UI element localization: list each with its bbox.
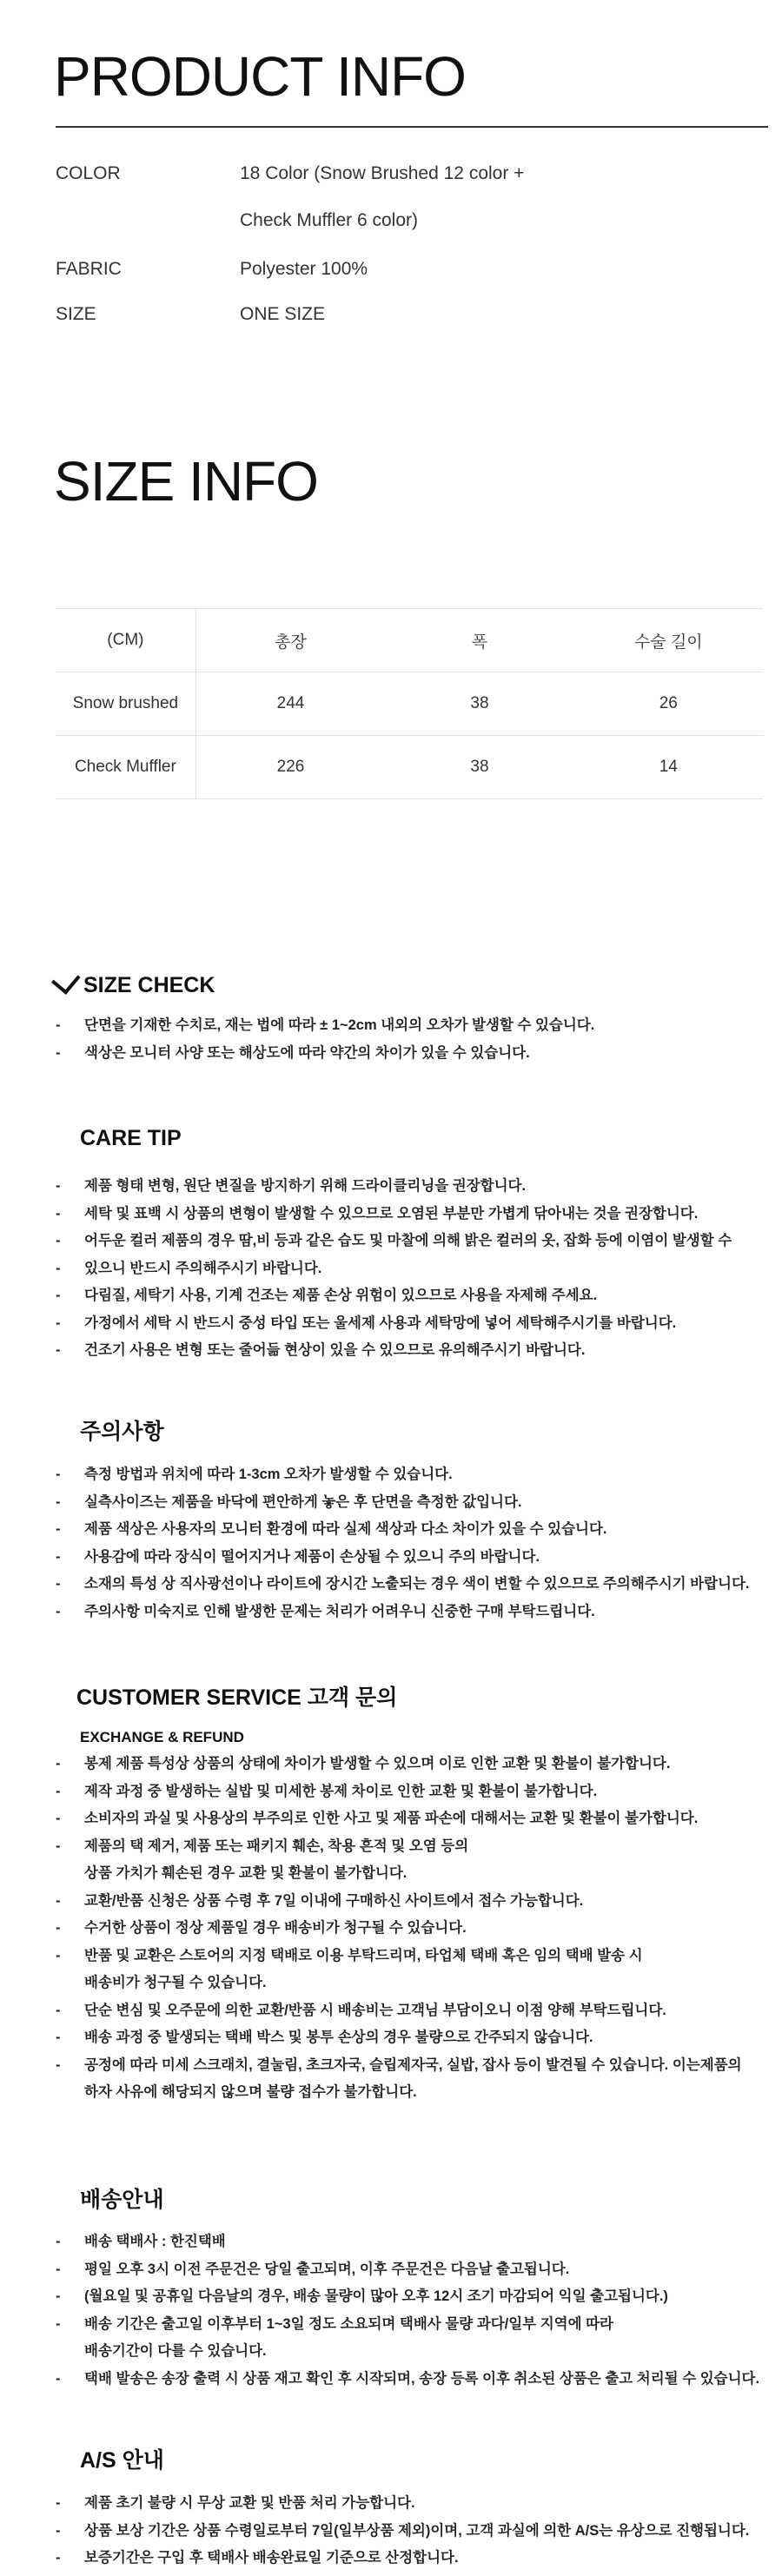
list-item: - 소비자의 과실 및 사용상의 부주의로 인한 사고 및 제품 파손에 대해서는 교환 및 환불이 불가합니다.	[56, 1805, 742, 1833]
list-item: - 반품 및 교환은 스토어의 지정 택배로 이용 부탁드리며, 타업체 택배 혹은 임의 택배 발송 시	[56, 1943, 742, 1970]
list-item: - 단면을 기재한 수치로, 재는 법에 따라 ± 1~2cm 내외의 오차가 발생할 수 있습니다.	[56, 1012, 594, 1040]
size-check-heading	[56, 975, 215, 997]
care-tip-list	[56, 1173, 732, 1365]
table-cell: 226	[196, 736, 385, 799]
list-item: - 실측사이즈는 제품을 바닥에 편안하게 놓은 후 단면을 측정한 값입니다.	[56, 1489, 750, 1517]
list-item: - 제품 초기 불량 시 무상 교환 및 반품 처리 가능합니다.	[56, 2490, 749, 2518]
list-item: - 배송 기간은 출고일 이후부터 1~3일 정도 소요되며 택배사 물량 과다/일부 지역에 따라	[56, 2311, 759, 2339]
list-item: - 제품의 택 제거, 제품 또는 패키지 훼손, 착용 흔적 및 오염 등의	[56, 1833, 742, 1861]
color-value-line2: Check Muffler 6 color)	[240, 210, 419, 230]
size-check-list	[56, 1012, 594, 1067]
list-item: - (월요일 및 공휴일 다음날의 경우, 배송 물량이 많아 오후 12시 조기 마감되어 익일 출고됩니다.)	[56, 2283, 759, 2311]
list-item: - 주의사항 미숙지로 인해 발생한 문제는 처리가 어려우니 신중한 구매 부탁드립니다.	[56, 1599, 750, 1626]
color-label: COLOR	[56, 163, 121, 183]
list-item: - 평일 오후 3시 이전 주문건은 당일 출고되며, 이후 주문건은 다음날 출고됩니다.	[56, 2256, 759, 2284]
size-check-title: SIZE CHECK	[83, 973, 215, 997]
size-value: ONE SIZE	[240, 304, 326, 324]
product-info-title: PRODUCT INFO	[54, 45, 466, 108]
table-cell: 14	[574, 736, 763, 799]
shipping-title: 배송안내	[80, 2188, 164, 2212]
table-cell: Snow brushed	[56, 672, 196, 736]
shipping-list	[56, 2228, 759, 2393]
table-header-cell: 수술 길이	[574, 609, 763, 672]
as-list	[56, 2490, 749, 2573]
fabric-value: Polyester 100%	[240, 259, 368, 279]
list-item: - 측정 방법과 위치에 따라 1-3cm 오차가 발생할 수 있습니다.	[56, 1461, 750, 1489]
color-value-line1: 18 Color (Snow Brushed 12 color +	[240, 163, 525, 183]
list-item: - 건조기 사용은 변형 또는 줄어듦 현상이 있을 수 있으므로 유의해주시기 바랍니다.	[56, 1337, 732, 1365]
size-info-title: SIZE INFO	[54, 450, 318, 513]
table-header-cell: 총장	[196, 609, 385, 672]
list-item: - 택배 발송은 송장 출력 시 상품 재고 확인 후 시작되며, 송장 등록 이후 취소된 상품은 출고 처리될 수 있습니다.	[56, 2366, 759, 2394]
list-item: - 공정에 따라 미세 스크래치, 결눌림, 초크자국, 슬립제자국, 실밥, 잡사 등이 발견될 수 있습니다. 이는제품의	[56, 2052, 742, 2080]
checkmark-icon	[51, 965, 81, 995]
caution-list	[56, 1461, 750, 1626]
list-item: - 교환/반품 신청은 상품 수령 후 7일 이내에 구매하신 사이트에서 접수 가능합니다.	[56, 1888, 742, 1916]
list-item: - 색상은 모니터 사양 또는 해상도에 따라 약간의 차이가 있을 수 있습니다.	[56, 1040, 594, 1068]
list-item: - 배송 택배사 : 한진택배	[56, 2228, 759, 2256]
list-item: - 제품 형태 변형, 원단 변질을 방지하기 위해 드라이클리닝을 권장합니다.	[56, 1173, 732, 1201]
list-item: - 제품 색상은 사용자의 모니터 환경에 따라 실제 색상과 다소 차이가 있을 수 있습니다.	[56, 1516, 750, 1544]
table-cell: 38	[385, 672, 573, 736]
as-title: A/S 안내	[80, 2448, 164, 2473]
divider	[56, 126, 768, 128]
list-item: - 사용감에 따라 장식이 떨어지거나 제품이 손상될 수 있으니 주의 바랍니다.	[56, 1544, 750, 1572]
list-item: - 배송 과정 중 발생되는 택배 박스 및 봉투 손상의 경우 불량으로 간주되지 않습니다.	[56, 2024, 742, 2052]
care-tip-title: CARE TIP	[80, 1126, 182, 1150]
list-item: - 가정에서 세탁 시 반드시 중성 타입 또는 울세제 사용과 세탁망에 넣어 세탁해주시기를 바랍니다.	[56, 1310, 732, 1338]
size-label: SIZE	[56, 304, 96, 324]
caution-title: 주의사항	[80, 1420, 164, 1444]
list-item: - 제작 과정 중 발생하는 실밥 및 미세한 봉제 차이로 인한 교환 및 환불이 불가합니다.	[56, 1778, 742, 1806]
list-item: - 상품 보상 기간은 상품 수령일로부터 7일(일부상품 제외)이며, 고객 과실에 의한 A/S는 유상으로 진행됩니다.	[56, 2518, 749, 2546]
customer-service-title: CUSTOMER SERVICE 고객 문의	[76, 1685, 398, 1710]
customer-service-list	[56, 1751, 742, 2107]
table-row	[56, 672, 763, 736]
table-cell: Check Muffler	[56, 736, 196, 799]
size-table	[56, 608, 763, 799]
table-header-cell: (CM)	[56, 609, 196, 672]
list-item: - 보증기간은 구입 후 택배사 배송완료일 기준으로 산정합니다.	[56, 2545, 749, 2573]
list-item: - 소재의 특성 상 직사광선이나 라이트에 장시간 노출되는 경우 색이 변할 수 있으므로 주의해주시기 바랍니다.	[56, 1571, 750, 1599]
list-item: - 있으니 반드시 주의해주시기 바랍니다.	[56, 1255, 732, 1283]
list-item: - 수거한 상품이 정상 제품일 경우 배송비가 청구될 수 있습니다.	[56, 1915, 742, 1943]
fabric-label: FABRIC	[56, 259, 122, 279]
table-row	[56, 736, 763, 799]
list-item: - 어두운 컬러 제품의 경우 땀,비 등과 같은 습도 및 마찰에 의해 밝은 컬러의 옷, 잡화 등에 이염이 발생할 수	[56, 1228, 732, 1255]
list-item: - 봉제 제품 특성상 상품의 상태에 차이가 발생할 수 있으며 이로 인한 교환 및 환불이 불가합니다.	[56, 1751, 742, 1778]
exchange-refund-subtitle: EXCHANGE & REFUND	[80, 1729, 244, 1745]
table-header-cell: 폭	[385, 609, 573, 672]
list-item: - 세탁 및 표백 시 상품의 변형이 발생할 수 있으므로 오염된 부분만 가볍게 닦아내는 것을 권장합니다.	[56, 1201, 732, 1228]
table-cell: 26	[574, 672, 763, 736]
table-cell: 244	[196, 672, 385, 736]
list-item: - 다림질, 세탁기 사용, 기계 건조는 제품 손상 위험이 있으므로 사용을 자제해 주세요.	[56, 1282, 732, 1310]
table-cell: 38	[385, 736, 573, 799]
list-item-continued: 배송기간이 다를 수 있습니다.	[84, 2343, 267, 2359]
list-item-continued: 배송비가 청구될 수 있습니다.	[84, 1975, 267, 1990]
list-item-continued: 상품 가치가 훼손된 경우 교환 및 환불이 불가합니다.	[84, 1865, 408, 1881]
table-header-row	[56, 609, 763, 672]
list-item: - 단순 변심 및 오주문에 의한 교환/반품 시 배송비는 고객님 부담이오니 이점 양해 부탁드립니다.	[56, 1997, 742, 2025]
list-item-continued: 하자 사유에 해당되지 않으며 불량 접수가 불가합니다.	[84, 2084, 417, 2100]
